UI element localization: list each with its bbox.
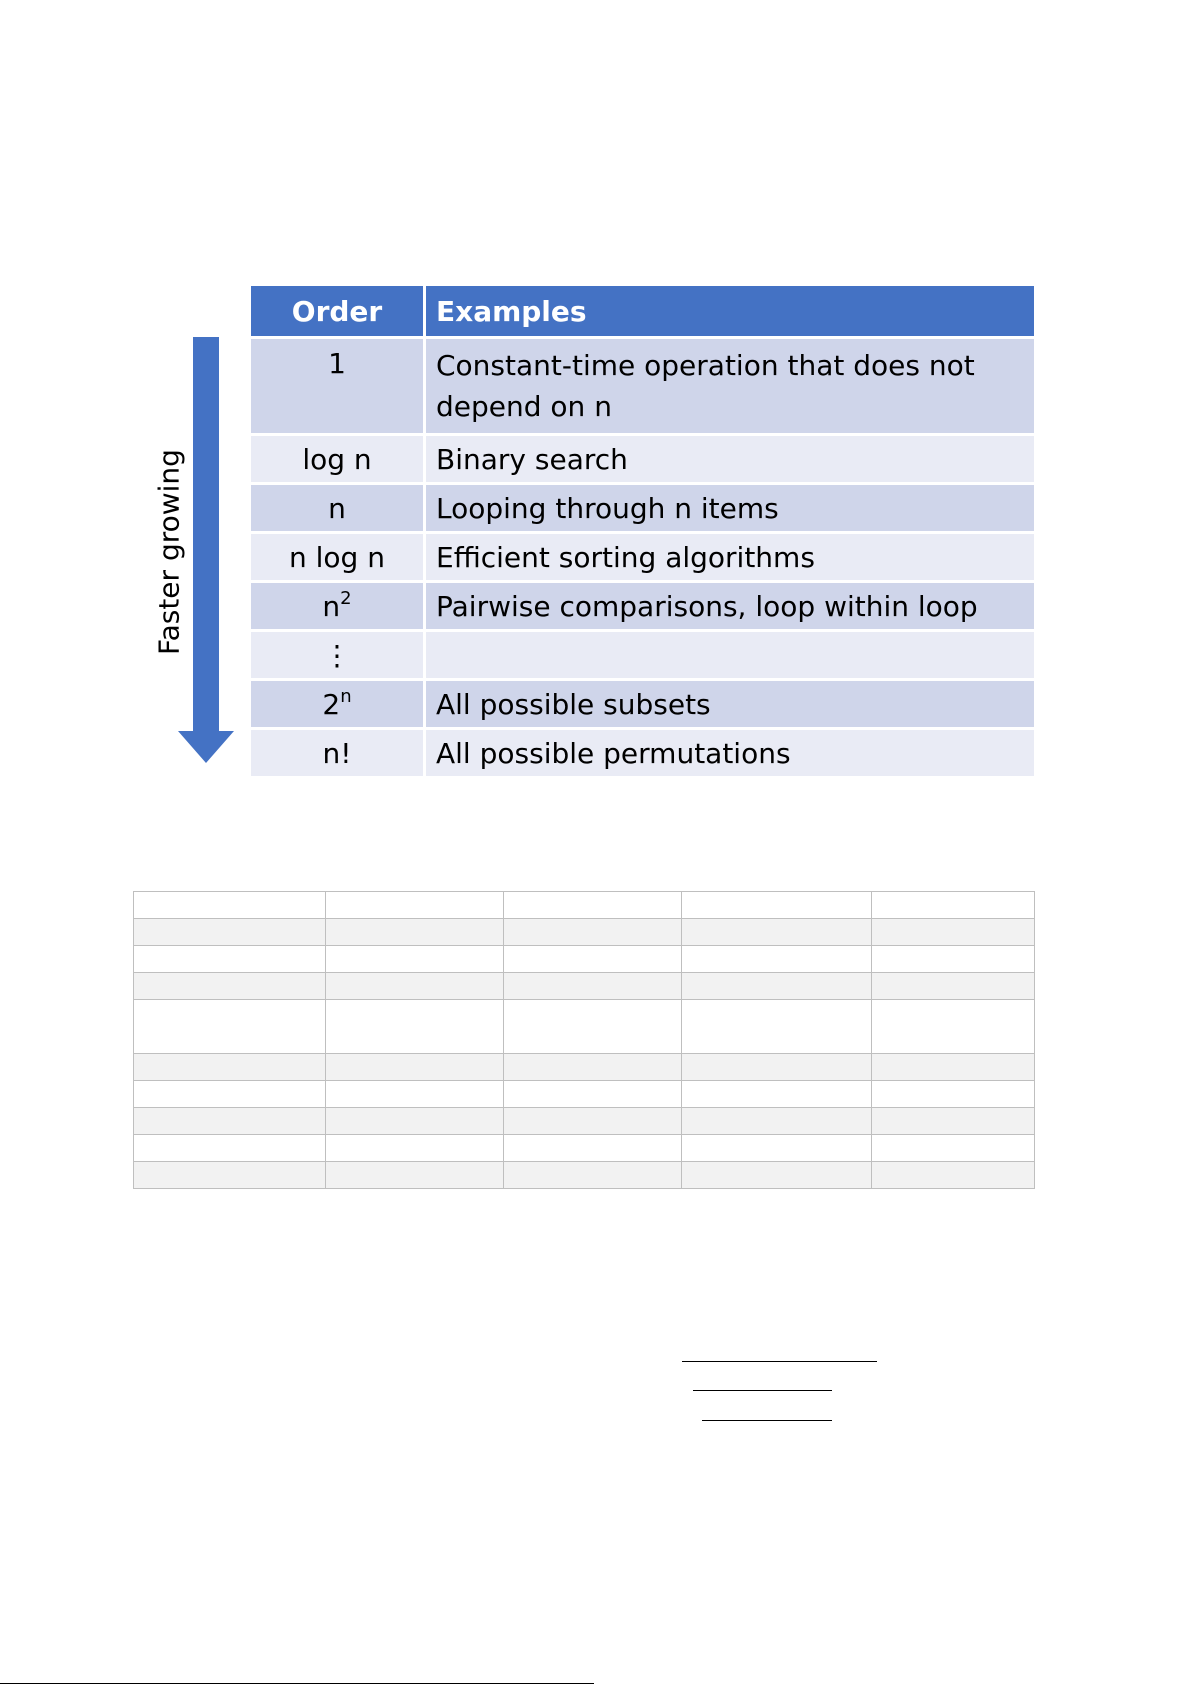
grid-cell xyxy=(872,973,1035,1000)
grid-cell xyxy=(682,1054,872,1081)
example-cell xyxy=(425,631,1036,680)
grid-cell xyxy=(503,1135,682,1162)
table-row xyxy=(250,582,1036,631)
grid-cell xyxy=(682,973,872,1000)
grid-cell xyxy=(872,919,1035,946)
down-arrow-icon xyxy=(178,337,234,763)
grid-cell xyxy=(682,919,872,946)
order-cell xyxy=(250,582,425,631)
table-row xyxy=(250,631,1036,680)
table-row xyxy=(250,338,1036,435)
grid-row xyxy=(134,892,1035,919)
table-row xyxy=(250,680,1036,729)
growth-order-figure xyxy=(0,0,1191,800)
grid-cell xyxy=(134,1162,326,1189)
answer-blank-1[interactable] xyxy=(682,1361,877,1362)
grid-cell xyxy=(503,1162,682,1189)
grid-row xyxy=(134,1108,1035,1135)
grid-cell xyxy=(325,1000,503,1054)
faster-growing-arrow xyxy=(178,337,234,763)
grid-cell xyxy=(872,946,1035,973)
order-cell: log n xyxy=(250,435,425,484)
order-cell: n! xyxy=(250,729,425,778)
example-cell: All possible subsets xyxy=(425,680,1036,729)
example-cell: Binary search xyxy=(425,435,1036,484)
grid-cell xyxy=(325,946,503,973)
grid-cell xyxy=(134,919,326,946)
grid-cell xyxy=(325,1108,503,1135)
grid-row xyxy=(134,1162,1035,1189)
grid-cell xyxy=(503,892,682,919)
grid-cell xyxy=(325,919,503,946)
example-cell: Constant-time operation that does not depend on n xyxy=(425,338,1036,435)
order-exponent: 2 xyxy=(340,587,352,609)
grid-cell xyxy=(503,919,682,946)
order-exponent: n xyxy=(340,685,352,707)
grid-cell xyxy=(134,1081,326,1108)
grid-row xyxy=(134,973,1035,1000)
growth-order-table xyxy=(248,283,1037,779)
grid-cell xyxy=(503,1054,682,1081)
grid-cell xyxy=(682,1081,872,1108)
grid-cell xyxy=(325,1135,503,1162)
empty-grid-table xyxy=(133,891,1035,1189)
grid-cell xyxy=(134,946,326,973)
grid-cell xyxy=(503,1000,682,1054)
grid-cell xyxy=(872,1135,1035,1162)
grid-cell xyxy=(503,1081,682,1108)
grid-cell xyxy=(134,1054,326,1081)
grid-cell xyxy=(325,973,503,1000)
table-row xyxy=(250,484,1036,533)
grid-cell xyxy=(872,892,1035,919)
grid-cell xyxy=(325,892,503,919)
grid-cell xyxy=(134,1000,326,1054)
grid-cell xyxy=(682,1000,872,1054)
header-order: Order xyxy=(250,285,425,338)
grid-cell xyxy=(872,1054,1035,1081)
grid-row xyxy=(134,1054,1035,1081)
grid-cell xyxy=(503,946,682,973)
example-cell: Efficient sorting algorithms xyxy=(425,533,1036,582)
grid-cell xyxy=(134,973,326,1000)
order-base: 2 xyxy=(322,687,341,721)
arrow-label: Faster growing xyxy=(152,449,186,655)
grid-cell xyxy=(682,946,872,973)
grid-cell xyxy=(503,1108,682,1135)
order-cell: n xyxy=(250,484,425,533)
grid-cell xyxy=(872,1000,1035,1054)
grid-cell xyxy=(682,1162,872,1189)
example-cell: Looping through n items xyxy=(425,484,1036,533)
grid-row xyxy=(134,1000,1035,1054)
answer-blank-2[interactable] xyxy=(693,1390,832,1391)
grid-cell xyxy=(682,892,872,919)
grid-cell xyxy=(503,973,682,1000)
grid-row xyxy=(134,1135,1035,1162)
example-cell: Pairwise comparisons, loop within loop xyxy=(425,582,1036,631)
table-header-row xyxy=(250,285,1036,338)
grid-cell xyxy=(682,1135,872,1162)
order-cell xyxy=(250,680,425,729)
grid-cell xyxy=(872,1108,1035,1135)
grid-cell xyxy=(134,892,326,919)
order-cell: 1 xyxy=(250,338,425,435)
grid-row xyxy=(134,919,1035,946)
grid-cell xyxy=(134,1135,326,1162)
answer-blank-3[interactable] xyxy=(702,1420,832,1421)
grid-cell xyxy=(325,1054,503,1081)
example-cell: All possible permutations xyxy=(425,729,1036,778)
header-examples: Examples xyxy=(425,285,1036,338)
grid-cell xyxy=(682,1108,872,1135)
table-row xyxy=(250,533,1036,582)
order-base: n xyxy=(322,589,341,623)
table-row xyxy=(250,435,1036,484)
grid-cell xyxy=(872,1081,1035,1108)
grid-cell xyxy=(134,1108,326,1135)
grid-cell xyxy=(872,1162,1035,1189)
grid-row xyxy=(134,946,1035,973)
grid-cell xyxy=(325,1162,503,1189)
footnote-separator xyxy=(0,1683,594,1684)
table-row xyxy=(250,729,1036,778)
grid-row xyxy=(134,1081,1035,1108)
ellipsis-cell: ⋮ xyxy=(250,631,425,680)
grid-cell xyxy=(325,1081,503,1108)
order-cell: n log n xyxy=(250,533,425,582)
